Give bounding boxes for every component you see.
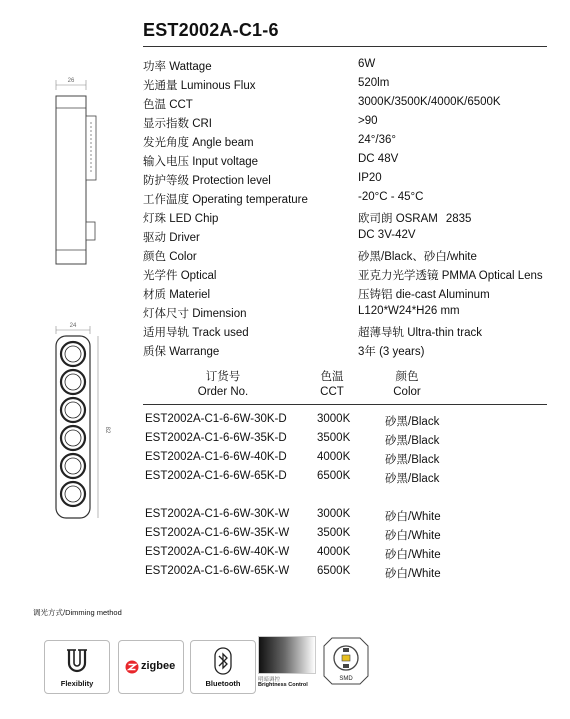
smd-label: SMD bbox=[339, 676, 353, 682]
spec-value: IP20 bbox=[358, 172, 382, 184]
spec-value: 6W bbox=[358, 58, 376, 70]
spec-value: -20°C - 45°C bbox=[358, 191, 424, 203]
spec-label: 驱动 Driver bbox=[143, 232, 200, 244]
spec-label: 灯珠 LED Chip bbox=[143, 213, 219, 225]
order-number-cell: EST2002A-C1-6-6W-30K-D bbox=[145, 413, 287, 425]
spec-value: 超薄导轨 Ultra-thin track bbox=[358, 327, 482, 339]
spec-row bbox=[143, 58, 563, 77]
spec-label: 灯体尺寸 Dimension bbox=[143, 308, 247, 320]
badge-label: Flexiblity bbox=[60, 679, 94, 688]
front-view-drawing bbox=[50, 318, 120, 526]
brightness-cn-label: 明暗调控 bbox=[258, 677, 281, 683]
smd-chip-icon bbox=[322, 636, 370, 692]
color-cell: 砂黑/Black bbox=[385, 416, 440, 428]
spec-value: 砂黑/Black、砂白/white bbox=[358, 251, 477, 263]
spec-row bbox=[143, 305, 563, 324]
spec-label: 适用导轨 Track used bbox=[143, 327, 249, 339]
spec-label: 光通量 Luminous Flux bbox=[143, 80, 256, 92]
order-number-header bbox=[168, 370, 278, 400]
spec-label: 颜色 Color bbox=[143, 251, 197, 263]
spec-value: >90 bbox=[358, 115, 378, 127]
spec-label: 显示指数 CRI bbox=[143, 118, 212, 130]
side-dimension-label: 82 bbox=[104, 426, 110, 434]
side-view-drawing bbox=[44, 72, 114, 272]
table-row bbox=[145, 546, 545, 565]
color-cell: 砂黑/Black bbox=[385, 435, 440, 447]
spec-value: DC 3V-42V bbox=[358, 229, 416, 241]
spec-row bbox=[143, 115, 563, 134]
color-cell: 砂白/White bbox=[385, 530, 441, 542]
gradient-icon bbox=[258, 636, 316, 674]
cct-cell: 3500K bbox=[317, 527, 351, 539]
order-number-cell: EST2002A-C1-6-6W-65K-D bbox=[145, 470, 287, 482]
spec-value-extra: 2835 bbox=[445, 213, 472, 225]
badge-label: Bluetooth bbox=[205, 679, 241, 688]
header-cn: 订货号 bbox=[205, 371, 241, 383]
cct-cell: 6500K bbox=[317, 470, 351, 482]
spec-row bbox=[143, 210, 563, 229]
title-divider bbox=[143, 46, 547, 47]
spec-row bbox=[143, 324, 563, 343]
spec-row bbox=[143, 248, 563, 267]
spec-label: 工作温度 Operating temperature bbox=[143, 194, 308, 206]
cct-cell: 4000K bbox=[317, 451, 351, 463]
spec-label: 发光角度 Angle beam bbox=[143, 137, 254, 149]
spec-row bbox=[143, 286, 563, 305]
zigbee-icon bbox=[125, 660, 139, 674]
cct-cell: 3000K bbox=[317, 508, 351, 520]
top-dimension-label: 26 bbox=[67, 78, 75, 84]
spec-label: 色温 CCT bbox=[143, 99, 193, 111]
spec-row bbox=[143, 77, 563, 96]
brightness-control-badge bbox=[258, 636, 316, 692]
color-cell: 砂白/White bbox=[385, 568, 441, 580]
spec-label: 输入电压 Input voltage bbox=[143, 156, 259, 168]
header-en: Order No. bbox=[197, 386, 249, 398]
cct-cell: 3500K bbox=[317, 432, 351, 444]
spec-row bbox=[143, 172, 563, 191]
zigbee-badge bbox=[118, 640, 184, 694]
spec-value: L120*W24*H26 mm bbox=[358, 305, 460, 317]
cct-header bbox=[307, 370, 357, 400]
spec-row bbox=[143, 153, 563, 172]
order-number-cell: EST2002A-C1-6-6W-35K-D bbox=[145, 432, 287, 444]
header-cn: 颜色 bbox=[395, 371, 419, 383]
cct-cell: 4000K bbox=[317, 546, 351, 558]
header-en: CCT bbox=[320, 386, 344, 398]
product-title: EST2002A-C1-6 bbox=[143, 20, 279, 40]
color-cell: 砂白/White bbox=[385, 511, 441, 523]
table-row bbox=[145, 451, 545, 470]
color-cell: 砂白/White bbox=[385, 549, 441, 561]
spec-value: 压铸铝 die-cast Aluminum bbox=[358, 289, 490, 301]
spec-value: 3000K/3500K/4000K/6500K bbox=[358, 96, 501, 108]
spec-value: 24°/36° bbox=[358, 134, 396, 146]
spec-value: 亚克力光学透镜 PMMA Optical Lens bbox=[358, 270, 543, 282]
spec-row bbox=[143, 191, 563, 210]
order-number-cell: EST2002A-C1-6-6W-30K-W bbox=[145, 508, 290, 520]
spec-label: 质保 Warrange bbox=[143, 346, 220, 358]
spec-label: 防护等级 Protection level bbox=[143, 175, 271, 187]
spec-row bbox=[143, 343, 563, 362]
table-row bbox=[145, 527, 545, 546]
brightness-en-label: Brightness Control bbox=[258, 682, 308, 688]
color-header bbox=[382, 370, 432, 400]
bluetooth-icon bbox=[214, 647, 232, 675]
cct-cell: 3000K bbox=[317, 413, 351, 425]
bluetooth-badge bbox=[190, 640, 256, 694]
table-row bbox=[145, 432, 545, 451]
order-number-cell: EST2002A-C1-6-6W-40K-D bbox=[145, 451, 287, 463]
table-row bbox=[145, 413, 545, 432]
order-number-cell: EST2002A-C1-6-6W-65K-W bbox=[145, 565, 290, 577]
spec-row bbox=[143, 96, 563, 115]
u-magnet-icon bbox=[65, 647, 89, 675]
table-row bbox=[145, 565, 545, 584]
spec-value: 520lm bbox=[358, 77, 390, 89]
spec-label: 光学件 Optical bbox=[143, 270, 217, 282]
header-en: Color bbox=[393, 386, 421, 398]
spec-label: 材质 Materiel bbox=[143, 289, 211, 301]
spec-row bbox=[143, 134, 563, 153]
color-cell: 砂黑/Black bbox=[385, 454, 440, 466]
order-number-cell: EST2002A-C1-6-6W-40K-W bbox=[145, 546, 290, 558]
table-row bbox=[145, 508, 545, 527]
front-top-dimension-label: 24 bbox=[69, 323, 77, 329]
order-table-divider bbox=[143, 404, 547, 405]
cct-cell: 6500K bbox=[317, 565, 351, 577]
table-row bbox=[145, 470, 545, 489]
spec-row bbox=[143, 267, 563, 286]
zigbee-label: zigbee bbox=[141, 660, 176, 672]
spec-value: 3年 (3 years) bbox=[358, 346, 425, 358]
spec-value: 欧司朗 OSRAM bbox=[358, 213, 438, 225]
spec-row bbox=[143, 229, 563, 248]
color-cell: 砂黑/Black bbox=[385, 473, 440, 485]
header-cn: 色温 bbox=[320, 371, 344, 383]
spec-label: 功率 Wattage bbox=[143, 61, 212, 73]
flexibility-badge bbox=[44, 640, 110, 694]
dimming-method-title: 调光方式/Dimming method bbox=[33, 608, 122, 617]
spec-value: DC 48V bbox=[358, 153, 399, 165]
order-number-cell: EST2002A-C1-6-6W-35K-W bbox=[145, 527, 290, 539]
